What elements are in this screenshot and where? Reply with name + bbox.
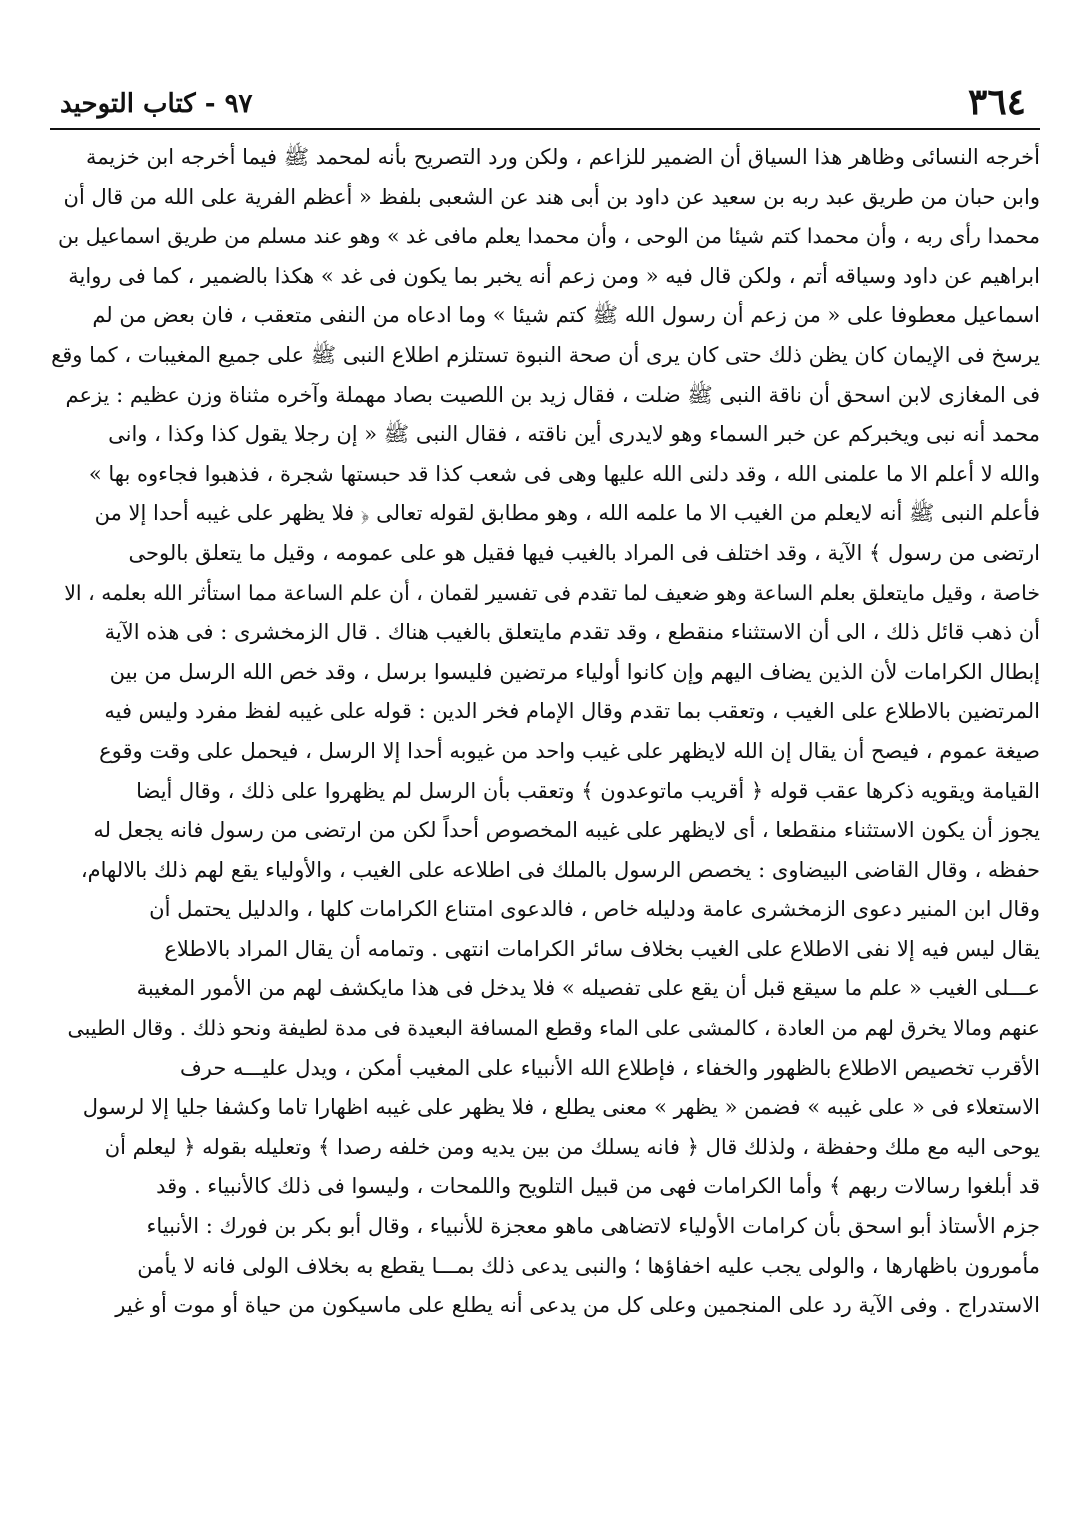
text-line: مأمورون باظهارها ، والولى يجب عليه اخفاؤها ؛ والنبى يدعى ذلك بمـــا يقطع به بخلاف الولى فانه لا يأمن — [137, 1253, 1040, 1278]
text-line: اسماعيل معطوفا على « من زعم أن رسول الله ﷺ كتم شيئا » وما ادعاه من النفى متعقب ، فان بعض من لم — [92, 303, 1040, 328]
text-line: يقال ليس فيه إلا نفى الاطلاع على الغيب بخلاف سائر الكرامات انتهى . وتمامه أن يقال المراد بالاطلاع — [164, 936, 1040, 961]
text-line: ارتضى من رسول ﴾ الآية ، وقد اختلف فى المراد بالغيب فيها فقيل هو على عمومه ، وقيل ما يتعلق بالوحى — [128, 540, 1040, 565]
text-line: الأقرب تخصيص الاطلاع بالظهور والخفاء ، فإطلاع الله الأنبياء على المغيب أمكن ، ويدل عليـــه حرف — [179, 1055, 1040, 1080]
text-line: قد أبلغوا رسالات ربهم ﴾ وأما الكرامات فهى من قبيل التلويح واللمحات ، وليسوا فى ذلك كالأنبياء . وقد — [156, 1174, 1040, 1199]
page-number: ٣٦٤ — [967, 81, 1026, 123]
text-line: يرسخ فى الإيمان كان يظن ذلك حتى كان يرى أن صحة النبوة تستلزم اطلاع النبى ﷺ على جميع المغيبات ، كما وقع — [51, 342, 1040, 367]
text-line: محمدا رأى ربه ، وأن محمدا كتم شيئا من الوحى ، وأن محمدا يعلم مافى غد » وهو عند مسلم من طريق اسماعيل بن — [57, 224, 1040, 249]
book-page — [50, 78, 1040, 1326]
text-line: القيامة ويقويه ذكرها عقب قوله ﴿ أقريب ماتوعدون ﴾ وتعقب بأن الرسل لم يظهروا على ذلك ، وقال أيضا — [136, 778, 1040, 803]
text-line: إبطال الكرامات لأن الذين يضاف اليهم وإن كانوا أولياء مرتضين فليسوا برسل ، وقد خص الله الرسل من بين — [109, 659, 1040, 684]
text-line: صيغة عموم ، فيصح أن يقال إن الله لايظهر على غيب واحد من غيوبه أحدا إلا الرسل ، فيحمل على وقت وقوع — [99, 738, 1040, 763]
text-line: يوحى اليه مع ملك وحفظة ، ولذلك قال ﴿ فانه يسلك من بين يديه ومن خلفه رصدا ﴾ وتعليله بقوله ﴿ ليعلم أن — [104, 1134, 1040, 1159]
body-text — [50, 138, 1040, 1326]
page-header — [50, 78, 1040, 130]
text-line: يجوز أن يكون الاستثناء منقطعا ، أى لايظهر على غيبه المخصوص أحداً لكن من ارتضى من رسول فانه يجعل له — [93, 818, 1040, 843]
text-line: المرتضين بالاطلاع على الغيب ، وتعقب بما تقدم وقال الإمام فخر الدين : قوله على غيبه لفظ مفرد وليس فيه — [104, 699, 1040, 724]
text-line: خاصة ، وقيل مايتعلق بعلم الساعة وهو ضعيف لما تقدم فى تفسير لقمان ، أن علم الساعة مما استأثر الله بعلمه ، الا — [64, 580, 1040, 605]
text-line: محمد أنه نبى ويخبركم عن خبر السماء وهو لايدرى أين ناقته ، فقال النبى ﷺ « إن رجلا يقول كذا وكذا ، وانى — [108, 422, 1040, 447]
text-line: أن ذهب قائل ذلك ، الى أن الاستثناء منقطع ، وقد تقدم مايتعلق بالغيب هناك . قال الزمخشرى : فى هذه الآية — [104, 620, 1040, 645]
text-line: عـــلى الغيب « علم ما سيقع قبل أن يقع على تفصيله » فلا يدخل فى هذا مايكشف لهم من الأمور المغيبة — [136, 976, 1040, 1001]
text-line: والله لا أعلم الا ما علمنى الله ، وقد دلنى الله عليها وهى فى شعب كذا قد حبستها شجرة ، فذهبوا فجاءوه بها » — [88, 461, 1040, 486]
text-line: أخرجه النسائى وظاهر هذا السياق أن الضمير للزاعم ، ولكن ورد التصريح بأنه لمحمد ﷺ فيما أخرجه ابن خزيمة — [85, 145, 1040, 169]
running-title: ٩٧ - كتاب التوحيد — [60, 89, 253, 119]
text-line: وابن حبان من طريق عبد ربه بن سعيد عن داود بن أبى هند عن الشعبى بلفظ « أعظم الفرية على الله من قال أن — [63, 184, 1040, 209]
text-line: الاستعلاء فى « على غيبه » فضمن « يظهر » معنى يطلع ، فلا يظهر على غيبه اظهارا تاما وكشفا جليا إلا لرسول — [82, 1095, 1040, 1120]
text-line: فى المغازى لابن اسحق أن ناقة النبى ﷺ ضلت ، فقال زيد بن اللصيت بصاد مهملة وآخره مثناة وزن عظيم : يزعم — [65, 382, 1040, 407]
text-line: وقال ابن المنير دعوى الزمخشرى عامة ودليله خاص ، فالدعوى امتناع الكرامات كلها ، والدليل يحتمل أن — [149, 897, 1040, 922]
text-line: فأعلم النبى ﷺ أنه لايعلم من الغيب الا ما علمه الله ، وهو مطابق لقوله تعالى ﴿ فلا يظهر على غيبه أحدا إلا من — [94, 501, 1040, 526]
text-line: الاستدراج . وفى الآية رد على المنجمين وعلى كل من يدعى أنه يطلع على ماسيكون من حياة أو موت أو غير — [115, 1293, 1040, 1318]
text-line: ابراهيم عن داود وسياقه أتم ، ولكن قال فيه « ومن زعم أنه يخبر بما يكون فى غد » هكذا بالضمير ، كما فى رواية — [68, 263, 1040, 288]
text-line: جزم الأستاذ أبو اسحق بأن كرامات الأولياء لاتضاهى ماهو معجزة للأنبياء ، وقال أبو بكر بن فورك : الأنبياء — [146, 1214, 1040, 1239]
text-line: حفظه ، وقال القاضى البيضاوى : يخصص الرسول بالملك فى اطلاعه على الغيب ، والأولياء يقع لهم ذلك بالالهام، — [80, 857, 1040, 882]
text-line: عنهم ومالا يخرق لهم من العادة ، كالمشى على الماء وقطع المسافة البعيدة فى مدة لطيفة ونحو ذلك . وقال الطيبى — [67, 1016, 1040, 1041]
